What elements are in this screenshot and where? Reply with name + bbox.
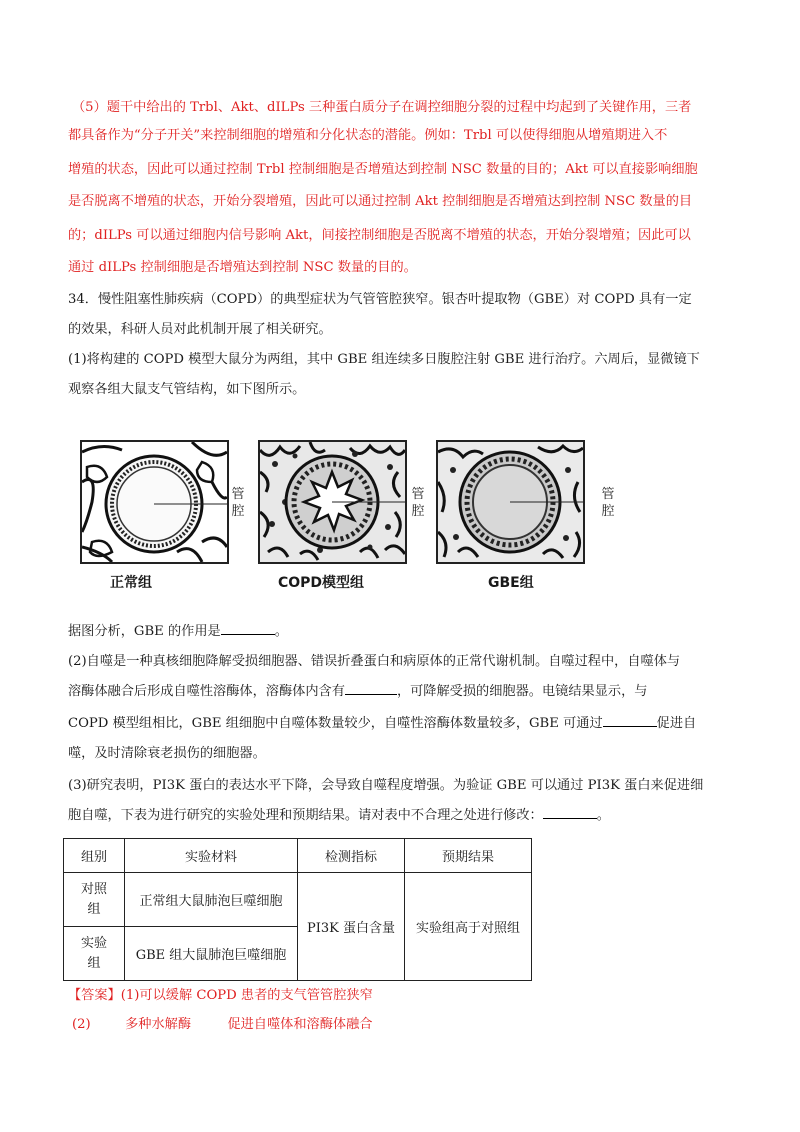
q34-part2-line-2a: 溶酶体融合后形成自噬性溶酶体，溶酶体内含有 (68, 684, 345, 699)
q34-part2-line-2 (68, 678, 728, 706)
micrograph-normal (80, 440, 229, 564)
q34-part2-line-3b: 促进自 (656, 716, 697, 731)
panel-label-normal: 正常组 (110, 575, 152, 591)
answer-blank-2[interactable] (345, 680, 397, 695)
q34-part2-line-2b: ，可降解受损的细胞器。电镜结果显示，与 (396, 684, 648, 699)
answer-5-line-3: 增殖的状态，因此可以通过控制 Trbl 控制细胞是否增殖达到控制 NSC 数量的目的；Akt 可以直接影响细胞 (68, 162, 698, 177)
table-header-material: 实验材料 (125, 839, 298, 873)
table-header-expected: 预期结果 (405, 839, 532, 873)
answer-5-line-5: 的；dILPs 可以通过细胞内信号影响 Akt，间接控制细胞是否脱离不增殖的状态，开始分裂增殖；因此可以 (68, 228, 691, 243)
cavity-label-2: 管腔 (411, 487, 425, 519)
q34-part3-line-2 (68, 802, 728, 830)
experiment-table (63, 838, 532, 981)
answer-blank-4[interactable] (543, 804, 597, 819)
q34-part1-line-2: 观察各组大鼠支气管结构，如下图所示。 (68, 382, 306, 397)
table-cell-control-group: 对照组 (64, 873, 125, 927)
table-cell-indicator: PI3K 蛋白含量 (298, 873, 405, 981)
panel-label-gbe: GBE组 (488, 575, 534, 591)
q34-part1-question (68, 618, 728, 646)
table-header-indicator: 检测指标 (298, 839, 405, 873)
answer-blank-1[interactable] (221, 620, 275, 635)
answer-5-line-2: 都具备作为“分子开关”来控制细胞的增殖和分化状态的潜能。例如：Trbl 可以使得细胞从增殖期进入不 (68, 128, 668, 143)
answer-5-line-4: 是否脱离不增殖的状态，开始分裂增殖，因此可以通过控制 Akt 控制细胞是否增殖达到控制 NSC 数量的目 (68, 194, 693, 209)
q34-part2-line-4: 噬，及时清除衰老损伤的细胞器。 (68, 746, 266, 761)
answer-1-text: (1)可以缓解 COPD 患者的支气管管腔狭窄 (120, 988, 373, 1003)
q34-part2-line-3a: COPD 模型组相比，GBE 组细胞中自噬体数量较少，自噬性溶酶体数量较多，GBE 可通过 (68, 716, 603, 731)
q34-part3-line-2-text: 胞自噬，下表为进行研究的实验处理和预期结果。请对表中不合理之处进行修改： (68, 808, 543, 823)
answer-line-2 (72, 1014, 373, 1036)
q34-part1-question-text: 据图分析，GBE 的作用是 (68, 624, 221, 639)
table-cell-expected: 实验组高于对照组 (405, 873, 532, 981)
period-2: 。 (596, 808, 610, 823)
q34-part3-line-1: (3)研究表明，PI3K 蛋白的表达水平下降，会导致自噬程度增强。为验证 GBE 可以通过 PI3K 蛋白来促进细 (68, 778, 704, 793)
table-cell-experiment-group: 实验组 (64, 927, 125, 981)
q34-intro-line-1: 34．慢性阻塞性肺疾病（COPD）的典型症状为气管管腔狭窄。银杏叶提取物（GBE）对 COPD 具有一定 (68, 292, 692, 307)
answer-2-blank-1: 多种水解酶 (125, 1017, 192, 1032)
micrograph-gbe (436, 440, 585, 564)
cavity-label-1: 管腔 (231, 487, 245, 519)
q34-part1-line-1: (1)将构建的 COPD 模型大鼠分为两组，其中 GBE 组连续多日腹腔注射 GBE 进行治疗。六周后，显微镜下 (68, 352, 700, 367)
answer-tag: 【答案】 (68, 988, 121, 1003)
panel-label-copd: COPD模型组 (278, 575, 365, 591)
answer-2-blank-2: 促进自噬体和溶酶体融合 (227, 1017, 373, 1032)
answer-5-line-1: （5）题干中给出的 Trbl、Akt、dILPs 三种蛋白质分子在调控细胞分裂的过程中均起到了关键作用，三者 (72, 100, 692, 115)
cavity-label-3: 管腔 (601, 487, 615, 519)
period-1: 。 (274, 624, 288, 639)
q34-part2-line-1: (2)自噬是一种真核细胞降解受损细胞器、错误折叠蛋白和病原体的正常代谢机制。自噬过程中，自噬体与 (68, 654, 681, 669)
table-cell-control-material: 正常组大鼠肺泡巨噬细胞 (125, 873, 298, 927)
bronchus-micrograph-figure (80, 440, 660, 600)
q34-part2-line-3 (68, 710, 728, 738)
answer-2-number: (2) (72, 1017, 91, 1032)
q34-intro-line-2: 的效果，科研人员对此机制开展了相关研究。 (68, 322, 332, 337)
micrograph-copd (258, 440, 407, 564)
answer-blank-3[interactable] (603, 712, 657, 727)
table-cell-experiment-material: GBE 组大鼠肺泡巨噬细胞 (125, 927, 298, 981)
answer-line-1 (68, 985, 373, 1007)
table-header-group: 组别 (64, 839, 125, 873)
answer-5-line-6: 通过 dILPs 控制细胞是否增殖达到控制 NSC 数量的目的。 (68, 260, 417, 275)
